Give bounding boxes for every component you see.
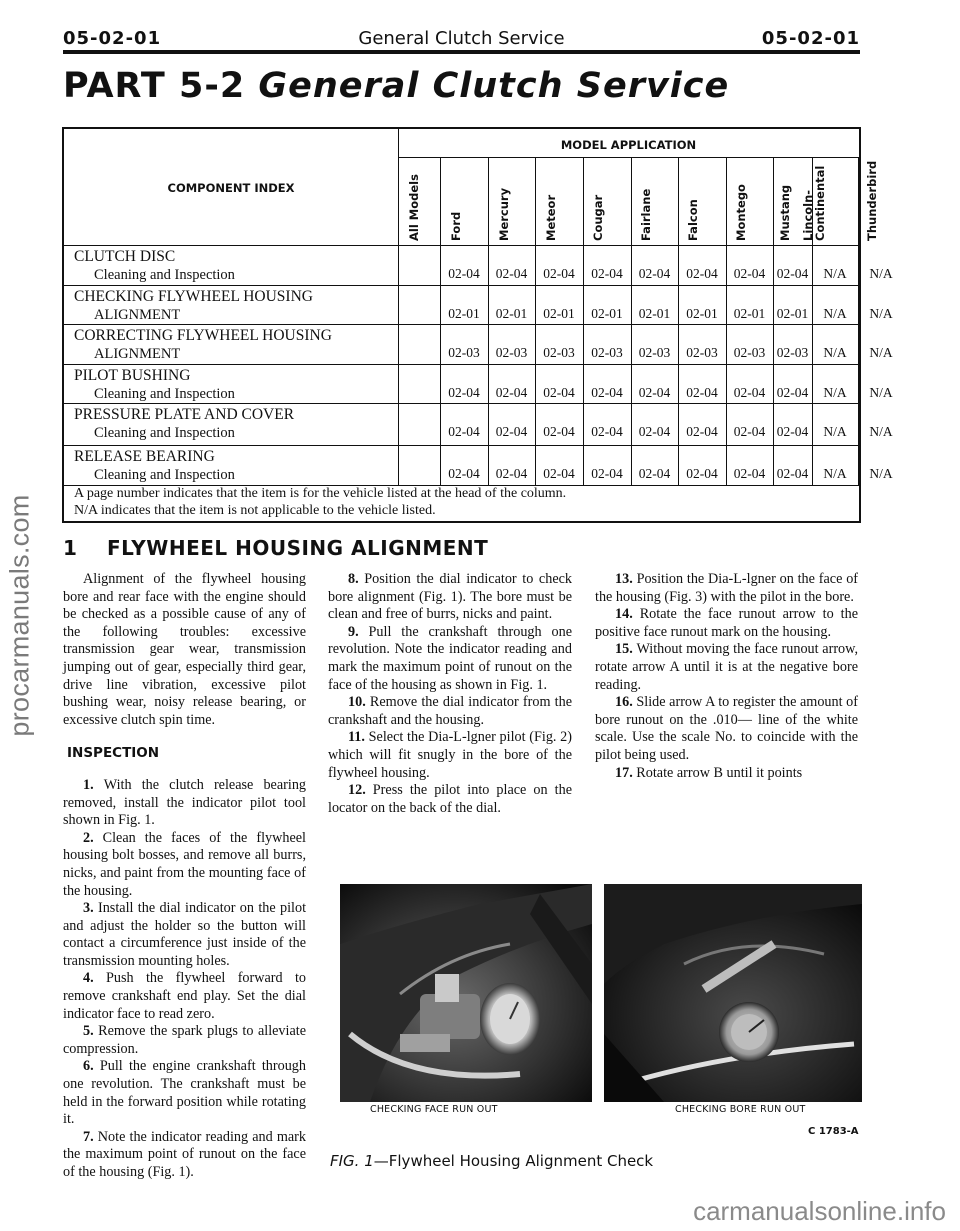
table-note xyxy=(74,485,566,519)
figure-code: C 1783-A xyxy=(808,1126,859,1137)
table-hrule xyxy=(64,403,859,404)
step-text: Rotate the face runout arrow to the positive face runout mark on the housing. xyxy=(595,606,858,640)
column-header-label: Lincoln- Continental xyxy=(801,165,827,241)
table-cell: 02-04 xyxy=(638,266,671,281)
table-cell: 02-04 xyxy=(733,266,766,281)
component-name: RELEASE BEARING xyxy=(74,448,215,465)
table-row xyxy=(74,367,394,403)
table-row xyxy=(74,406,394,442)
step-text: Rotate arrow B until it points xyxy=(636,764,803,781)
procedure-step xyxy=(63,900,306,970)
table-cell: 02-01 xyxy=(638,306,671,321)
table-cell: 02-04 xyxy=(495,266,528,281)
table-note-line2: N/A indicates that the item is not applicable to the vehicle listed. xyxy=(74,503,436,518)
component-name: CHECKING FLYWHEEL HOUSING xyxy=(74,288,313,305)
table-cell: 02-04 xyxy=(686,385,718,400)
figure-caption-prefix: FIG. 1 xyxy=(330,1152,374,1170)
caption-face-runout: CHECKING FACE RUN OUT xyxy=(370,1104,498,1115)
step-number: 17. xyxy=(615,764,637,781)
table-cell: 02-04 xyxy=(543,385,575,400)
component-index-table xyxy=(62,127,893,523)
section-title-text: FLYWHEEL HOUSING ALIGNMENT xyxy=(107,536,489,560)
column-header-label: All Models xyxy=(407,174,421,241)
table-cell: 02-01 xyxy=(776,306,809,321)
table-row xyxy=(74,448,394,484)
table-cell: N/A xyxy=(823,306,847,321)
step-text: Without moving the face runout arrow, rotate arrow A until it is at the negative bore reading. xyxy=(595,641,859,693)
table-cell: 02-04 xyxy=(686,466,718,481)
table-cell: 02-04 xyxy=(776,266,809,281)
table-cell: 02-04 xyxy=(543,266,575,281)
component-subtask: ALIGNMENT xyxy=(94,307,181,323)
table-cell: 02-01 xyxy=(686,306,718,321)
column-header-label: Meteor xyxy=(544,194,558,241)
section-title xyxy=(63,536,488,560)
section-number: 1 xyxy=(63,536,78,560)
header-rule xyxy=(63,50,860,54)
table-hrule xyxy=(64,285,859,286)
procedure-step xyxy=(63,830,306,900)
step-text: Pull the engine crankshaft through one revolution. The crankshaft must be held in the forward position while rotating it. xyxy=(63,1058,306,1128)
table-cell: 02-04 xyxy=(638,424,671,439)
table-cell: 02-04 xyxy=(686,424,718,439)
component-subtask: Cleaning and Inspection xyxy=(94,386,235,402)
step-number: 16. xyxy=(615,694,637,711)
step-text: Clean the faces of the flywheel housing bolt bosses, and remove all burrs, nicks, and paint from the mounting face of the housing. xyxy=(63,829,306,899)
table-cell: N/A xyxy=(823,466,847,481)
caption-bore-runout: CHECKING BORE RUN OUT xyxy=(675,1104,806,1115)
table-cell: 02-01 xyxy=(733,306,766,321)
procedure-step xyxy=(328,571,572,624)
side-watermark: procarmanuals.com xyxy=(4,494,35,737)
column-header-label: Cougar xyxy=(591,194,605,241)
procedure-step xyxy=(595,571,858,606)
figure-caption-text: —Flywheel Housing Alignment Check xyxy=(373,1152,654,1170)
intro-paragraph: Alignment of the flywheel housing bore and rear face with the engine should be checked as a possible cause of any of the following troubles: excessive transmission gear wear, transmission jumping out of gear, especially third gear, drive line vibration, excessive pilot bushing wear, noisy release bearing, or excessive clutch spin time. xyxy=(63,571,306,728)
table-cell: 02-04 xyxy=(448,385,480,400)
table-cell: 02-03 xyxy=(733,345,766,360)
procedure-step xyxy=(328,624,572,694)
table-vrule xyxy=(398,129,399,485)
column-header-label: Mustang xyxy=(778,184,792,241)
table-row xyxy=(74,288,394,324)
procedure-step xyxy=(328,782,572,817)
component-subtask: Cleaning and Inspection xyxy=(94,425,235,441)
table-cell: 02-04 xyxy=(448,266,480,281)
part-title xyxy=(63,66,729,106)
table-cell: N/A xyxy=(869,266,893,281)
table-cell: 02-01 xyxy=(495,306,528,321)
table-cell: 02-04 xyxy=(495,466,528,481)
step-number: 13. xyxy=(615,571,637,587)
text-column-3 xyxy=(595,571,858,782)
step-text: Remove the dial indicator from the crankshaft and the housing. xyxy=(328,694,572,728)
table-cell: 02-04 xyxy=(776,385,809,400)
table-cell: 02-04 xyxy=(495,424,528,439)
step-text: Select the Dia-L-lgner pilot (Fig. 2) which will fit snugly in the bore of the flywheel housing. xyxy=(328,729,573,781)
table-cell: 02-01 xyxy=(448,306,480,321)
procedure-step xyxy=(63,777,306,830)
step-text: Position the dial indicator to check bore alignment (Fig. 1). The bore must be clean and free of burrs, nicks and paint. xyxy=(328,571,573,623)
header-page-right: 05-02-01 xyxy=(761,28,860,49)
step-number: 4. xyxy=(83,970,107,987)
table-cell: N/A xyxy=(823,385,847,400)
text-column-2 xyxy=(328,571,572,817)
column-header-label: Mercury xyxy=(497,187,511,241)
table-cell: 02-04 xyxy=(776,466,809,481)
table-cell: 02-01 xyxy=(543,306,575,321)
table-cell: 02-04 xyxy=(543,424,575,439)
table-row xyxy=(74,327,394,363)
procedure-step xyxy=(63,1058,306,1128)
step-text: Remove the spark plugs to alleviate compression. xyxy=(63,1023,306,1057)
procedure-step xyxy=(595,641,858,694)
table-cell: 02-04 xyxy=(591,385,623,400)
column-header-label: Thunderbird xyxy=(865,160,879,241)
part-title-prefix: PART 5-2 xyxy=(63,66,259,106)
step-text: Slide arrow A to register the amount of bore runout on the .010— line of the white scale. Use the scale No. to coincide with the pilot being used. xyxy=(595,694,859,763)
table-row xyxy=(74,248,394,284)
table-cell: 02-04 xyxy=(733,424,766,439)
table-hrule xyxy=(64,324,859,325)
step-text: Push the flywheel forward to remove crankshaft end play. Set the dial indicator face to read zero. xyxy=(63,970,306,1022)
table-cell: 02-04 xyxy=(495,385,528,400)
step-number: 15. xyxy=(615,641,637,658)
step-text: Press the pilot into place on the locator on the back of the dial. xyxy=(328,782,572,816)
text-column-1 xyxy=(63,571,306,1182)
table-cell: 02-03 xyxy=(495,345,528,360)
table-cell: N/A xyxy=(869,424,893,439)
procedure-step xyxy=(595,606,858,641)
component-name: CORRECTING FLYWHEEL HOUSING xyxy=(74,327,332,344)
table-cell: 02-03 xyxy=(448,345,480,360)
component-subtask: ALIGNMENT xyxy=(94,346,181,362)
table-cell: N/A xyxy=(823,424,847,439)
table-hrule xyxy=(64,245,859,246)
component-index-header: COMPONENT INDEX xyxy=(167,181,295,195)
column-header-label: Montego xyxy=(734,184,748,241)
table-cell: 02-04 xyxy=(638,385,671,400)
table-cell: 02-04 xyxy=(733,466,766,481)
table-cell: N/A xyxy=(869,466,893,481)
step-number: 8. xyxy=(348,571,365,587)
step-number: 12. xyxy=(348,782,373,799)
table-cell: 02-03 xyxy=(686,345,718,360)
bottom-watermark: carmanualsonline.info xyxy=(693,1196,946,1226)
table-cell: N/A xyxy=(869,385,893,400)
table-cell: 02-04 xyxy=(591,466,623,481)
table-note-line1: A page number indicates that the item is for the vehicle listed at the head of the column. xyxy=(74,486,567,501)
step-text: Pull the crankshaft through one revolution. Note the indicator reading and mark the maximum point of runout on the face of the housing as shown in Fig. 1. xyxy=(328,623,572,693)
table-cell: 02-03 xyxy=(543,345,575,360)
table-cell: 02-04 xyxy=(776,424,809,439)
procedure-step xyxy=(63,1129,306,1182)
table-cell: 02-04 xyxy=(543,466,575,481)
model-application-header: MODEL APPLICATION xyxy=(560,138,697,152)
table-cell: N/A xyxy=(823,266,847,281)
table-cell: 02-03 xyxy=(591,345,623,360)
photo-face-runout xyxy=(340,884,592,1102)
photo-bore-runout xyxy=(604,884,862,1102)
step-number: 5. xyxy=(83,1023,99,1040)
component-name: PILOT BUSHING xyxy=(74,367,191,384)
table-cell: 02-04 xyxy=(591,424,623,439)
procedure-step xyxy=(595,765,858,783)
column-header-label: Falcon xyxy=(686,199,700,241)
step-number: 1. xyxy=(83,776,104,793)
procedure-step xyxy=(328,729,572,782)
component-name: PRESSURE PLATE AND COVER xyxy=(74,406,295,423)
step-number: 9. xyxy=(348,623,369,640)
table-cell: 02-04 xyxy=(733,385,766,400)
inspection-heading: INSPECTION xyxy=(67,745,160,762)
component-name: CLUTCH DISC xyxy=(74,248,176,265)
header-title: General Clutch Service xyxy=(358,28,565,49)
table-cell: 02-04 xyxy=(591,266,623,281)
step-text: Install the dial indicator on the pilot and adjust the holder so the button will contact a circumference just inside of the transmission mounting holes. xyxy=(63,900,307,969)
column-header-label: Ford xyxy=(449,211,463,241)
step-text: Position the Dia-L-lgner on the face of the housing (Fig. 3) with the pilot in the bore. xyxy=(595,571,859,605)
table-cell: N/A xyxy=(869,306,893,321)
table-cell: N/A xyxy=(869,345,893,360)
table-hrule xyxy=(398,157,859,158)
header-page-left: 05-02-01 xyxy=(63,28,162,49)
column-header-label: Fairlane xyxy=(639,188,653,241)
procedure-step xyxy=(63,1023,306,1058)
component-subtask: Cleaning and Inspection xyxy=(94,467,235,483)
table-cell: 02-04 xyxy=(448,424,480,439)
step-number: 11. xyxy=(348,729,369,746)
step-text: Note the indicator reading and mark the maximum point of runout on the face of the housing (Fig. 1). xyxy=(63,1128,306,1180)
step-number: 2. xyxy=(83,829,103,846)
table-cell: 02-04 xyxy=(638,466,671,481)
step-number: 10. xyxy=(348,694,370,711)
procedure-step xyxy=(63,970,306,1023)
table-hrule xyxy=(64,485,859,486)
procedure-step xyxy=(328,694,572,729)
table-cell: 02-03 xyxy=(638,345,671,360)
step-number: 14. xyxy=(615,606,640,623)
table-cell: 02-04 xyxy=(448,466,480,481)
table-cell: 02-03 xyxy=(776,345,809,360)
procedure-step xyxy=(595,694,858,764)
component-subtask: Cleaning and Inspection xyxy=(94,267,235,283)
part-title-emph: General Clutch Service xyxy=(258,66,730,106)
step-number: 6. xyxy=(83,1058,100,1075)
step-text: With the clutch release bearing removed, install the indicator pilot tool shown in Fig. 1. xyxy=(63,776,307,829)
table-hrule xyxy=(64,364,859,365)
step-number: 3. xyxy=(83,900,98,917)
table-cell: 02-01 xyxy=(591,306,623,321)
figure-caption xyxy=(330,1152,653,1170)
table-cell: N/A xyxy=(823,345,847,360)
step-number: 7. xyxy=(83,1128,98,1145)
table-cell: 02-04 xyxy=(686,266,718,281)
table-hrule xyxy=(64,445,859,446)
